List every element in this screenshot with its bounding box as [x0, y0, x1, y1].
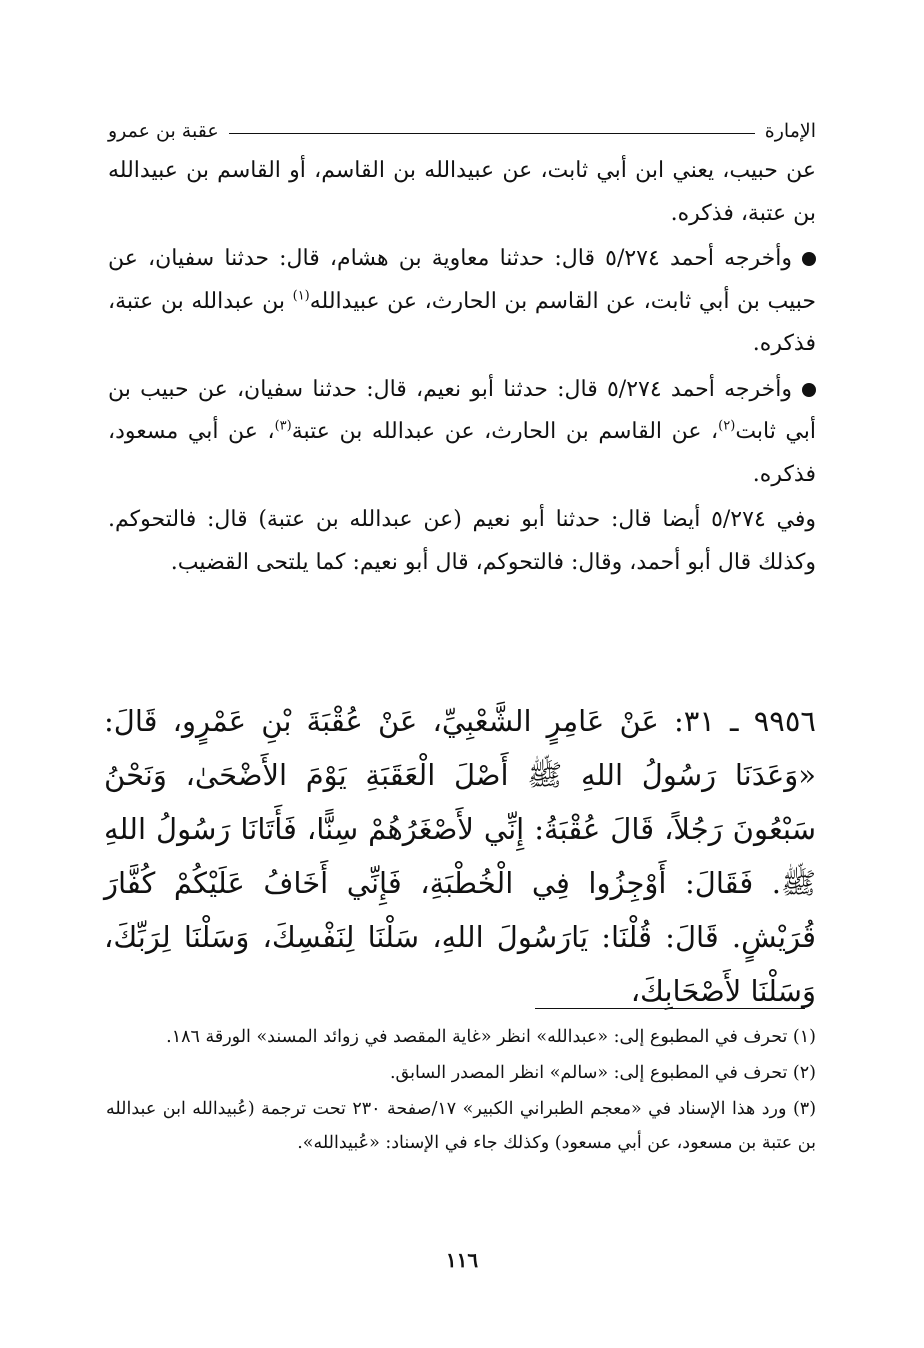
- footnote-1: (١) تحرف في المطبوع إلى: «عبدالله» انظر «غاية المقصد في زوائد المسند» الورقة ١٨٦.: [166, 1027, 816, 1047]
- page-number: ١١٦: [445, 1248, 479, 1272]
- paragraph-4: وفي ٥/٢٧٤ أيضا قال: حدثنا أبو نعيم (عن عبدالله بن عتبة) قال: فالتحوكم. وكذلك قال أبو أحمد، وقال: فالتحوكم، قال أبو نعيم: كما يلتحى القضيب.: [108, 507, 816, 575]
- header-section-title: الإمارة: [764, 120, 816, 142]
- footnote-marker-3[interactable]: (٣): [274, 418, 292, 434]
- hadith-text: [104, 694, 816, 1018]
- footnotes: [106, 1020, 816, 1162]
- hadith-number: ٩٩٥٦ ـ ٣١: [683, 704, 816, 738]
- bullet-icon: [802, 383, 816, 397]
- paragraph-2: وأخرجه أحمد ٥/٢٧٤ قال: حدثنا معاوية بن هشام، قال: حدثنا سفيان، عن حبيب بن أبي ثابت، عن القاسم بن الحارث، عن عبيدالله$^{(١)}$ بن عبدالله بن عتبة، فذكره.: [108, 246, 816, 356]
- footnote-separator: [535, 1008, 805, 1009]
- running-header: [108, 116, 816, 146]
- paragraph-1: عن حبيب، يعني ابن أبي ثابت، عن عبيدالله بن القاسم، أو القاسم بن عبيدالله بن عتبة، فذكره.: [108, 158, 816, 226]
- hadith-body: : عَنْ عَامِرٍ الشَّعْبِيِّ، عَنْ عُقْبَةَ بْنِ عَمْرٍو، قَالَ: «وَعَدَنَا رَسُولُ اللهِ ﷺ أَصْلَ الْعَقَبَةِ يَوْمَ الأَضْحَىٰ، وَنَحْنُ سَبْعُونَ رَجُلاً، قَالَ عُقْبَةُ: إِنِّي لأَصْغَرُهُمْ سِنًّا، فَأَتَانَا رَسُولُ اللهِ ﷺ. فَقَالَ: أَوْجِزُوا فِي الْخُطْبَةِ، فَإِنِّي أَخَافُ عَلَيْكُمْ كُفَّارَ قُرَيْشٍ. قَالَ: قُلْنَا: يَارَسُولَ اللهِ، سَلْنَا لِنَفْسِكَ، وَسَلْنَا لِرَبِّكَ، وَسَلْنَا لأَصْحَابِكَ،: [104, 704, 816, 1008]
- footnote-marker-2[interactable]: (٢): [718, 418, 736, 434]
- footnote-3: (٣) ورد هذا الإسناد في «معجم الطبراني الكبير» ١٧/صفحة ٢٣٠ تحت ترجمة (عُبيدالله ابن عبدالله بن عتبة بن مسعود، عن أبي مسعود) وكذلك جاء في الإسناد: «عُبيدالله».: [106, 1099, 817, 1153]
- bullet-icon: [802, 252, 816, 266]
- footnote-2: (٢) تحرف في المطبوع إلى: «سالم» انظر المصدر السابق.: [389, 1063, 816, 1083]
- commentary-text: [108, 150, 816, 587]
- paragraph-3: وأخرجه أحمد ٥/٢٧٤ قال: حدثنا أبو نعيم، قال: حدثنا سفيان، عن حبيب بن أبي ثابت$^{(٢)}$، عن القاسم بن الحارث، عن عبدالله بن عتبة$^{(٣)}$، عن أبي مسعود، فذكره.: [108, 376, 817, 487]
- header-entry-name: عقبة بن عمرو: [108, 120, 219, 142]
- header-rule: [229, 133, 755, 134]
- footnote-marker-1[interactable]: (١): [292, 288, 310, 304]
